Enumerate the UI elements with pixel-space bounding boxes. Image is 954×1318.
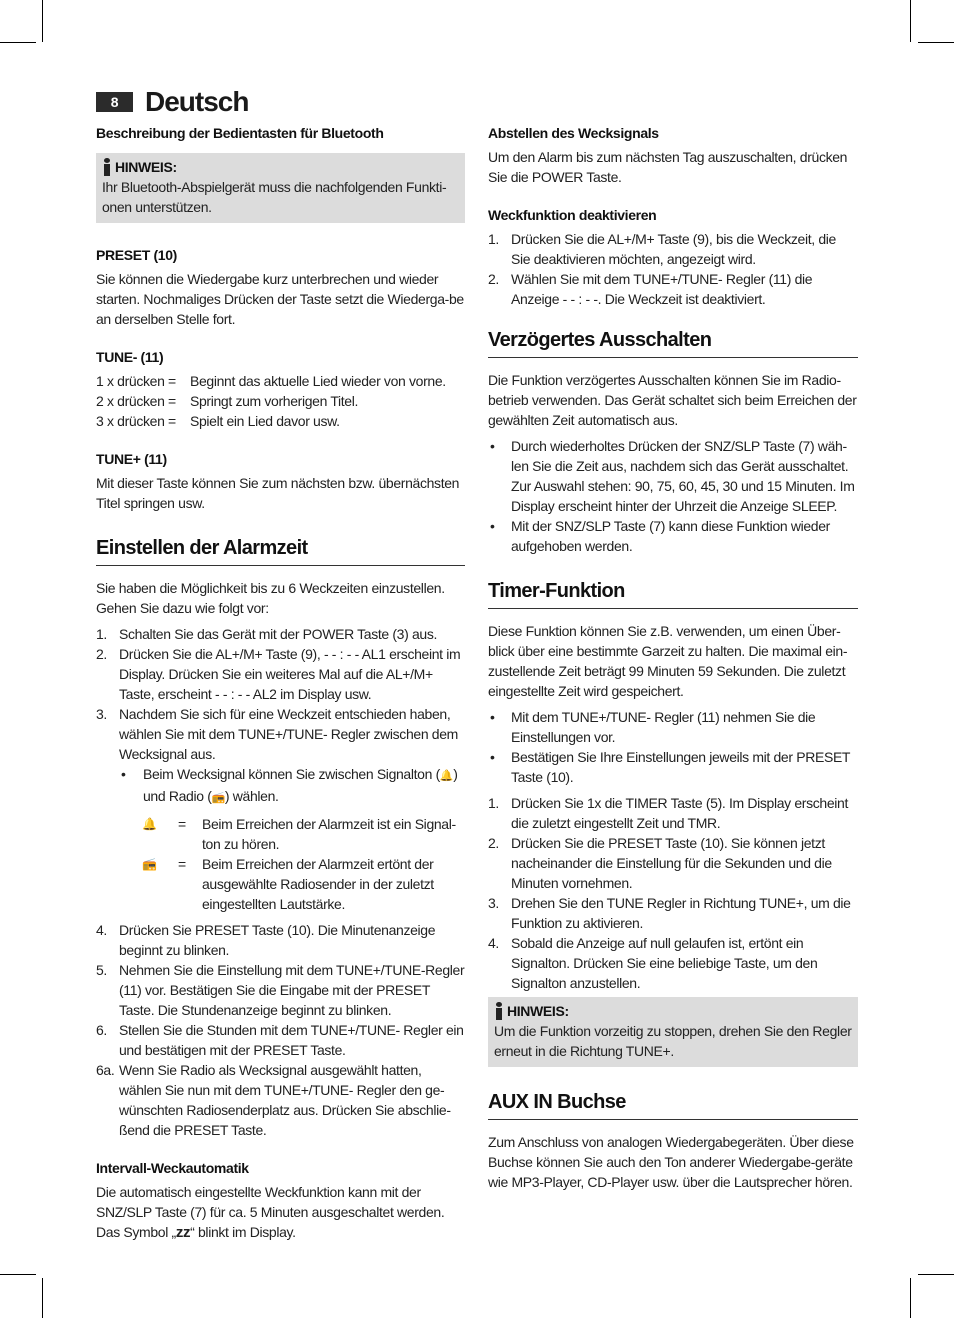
list-item: • Durch wiederholtes Drücken der SNZ/SLP Taste (7) wäh-len Sie die Zeit aus, nachdem sich das Gerät ausschaltet. Zur Auswahl stehen: 90, 75, 60, 45, 30 und 15 Minuten. Im Display erscheint hinter der Uhrzeit die Anzeige SLEEP. (488, 436, 858, 516)
page-header (96, 86, 248, 118)
bell-icon: 🔔 (439, 770, 454, 782)
hint-title: HINWEIS: (507, 1003, 569, 1019)
stop-alarm-text: Um den Alarm bis zum nächsten Tag auszuschalten, drücken Sie die POWER Taste. (488, 149, 848, 185)
interval-text: Die automatisch eingestellte Weckfunktion kann mit der SNZ/SLP Taste (7) für ca. 5 Minuten ausgeschaltet werden. Das Symbol „zz“ blinkt im Display. (96, 1184, 445, 1241)
list-item: 3. Drehen Sie den TUNE Regler in Richtung TUNE+, um die Funktion zu aktivieren. (488, 895, 851, 931)
alarm-steps-continued (96, 920, 465, 1140)
page-title: Deutsch (145, 86, 249, 117)
list-item: 4. Drücken Sie PRESET Taste (10). Die Minutenanzeige beginnt zu blinken. (96, 922, 436, 958)
info-icon (102, 158, 112, 176)
list-item: • Mit dem TUNE+/TUNE- Regler (11) nehmen Sie die Einstellungen vor. (488, 707, 858, 747)
sleep-text: Die Funktion verzögertes Ausschalten können Sie im Radio-betrieb verwenden. Das Gerät schaltet sich beim Erreichen der gewählten Zeit automatisch aus. (488, 372, 857, 428)
tune-plus-heading: TUNE+ (11) (96, 451, 167, 467)
crop-mark (0, 42, 36, 43)
tune-minus-table (96, 371, 465, 431)
aux-text: Zum Anschluss von analogen Wiedergabegeräten. Über diese Buchse können Sie auch den Ton anderer Wiedergabe-geräte wie MP3-Player, CD-Player usw. über die Lautsprecher hören. (488, 1134, 854, 1190)
crop-mark (42, 1278, 43, 1318)
table-row: 3 x drücken = Spielt ein Lied davor usw. (96, 413, 340, 429)
hint-box (488, 997, 858, 1067)
hint-box (96, 153, 465, 223)
timer-text: Diese Funktion können Sie z.B. verwenden, um einen Über-blick über eine bestimmte Garzeit zu halten. Die maximal ein-zustellende Zeit beträgt 99 Minuten 59 Sekunden. Die zuletzt eingestellte Zeit wird gespeichert. (488, 623, 848, 699)
tune-plus-text: Mit dieser Taste können Sie zum nächsten bzw. übernächsten Titel springen usw. (96, 475, 460, 511)
list-item: • Mit der SNZ/SLP Taste (7) kann diese Funktion wieder aufgehoben werden. (488, 516, 858, 556)
section-heading: Verzögertes Ausschalten (488, 327, 858, 358)
crop-mark (42, 0, 43, 42)
list-item: 5. Nehmen Sie die Einstellung mit dem TUNE+/TUNE-Regler (11) vor. Bestätigen Sie die Eingabe mit der PRESET Taste. Die Stundenanzeige beginnt zu blinken. (96, 962, 465, 1018)
table-row: 2 x drücken = Springt zum vorherigen Titel. (96, 393, 359, 409)
list-item: 2. Drücken Sie die PRESET Taste (10). Sie können jetzt nacheinander die Einstellung für die Sekunden und die Minuten vornehmen. (488, 835, 832, 891)
section-heading: Timer-Funktion (488, 578, 858, 609)
left-column (96, 123, 465, 1243)
list-item: 1. Drücken Sie 1x die TIMER Taste (5). Im Display erscheint die zuletzt eingestellt Zeit und TMR. (488, 795, 849, 831)
alarm-steps (96, 624, 465, 808)
list-item: 6a. Wenn Sie Radio als Wecksignal ausgewählt hatten, wählen Sie nun mit dem TUNE+/TUNE- Regler den ge-wünschten Radiosenderplatz aus. Drücken Sie abschlie-ßend die PRESET Taste. (96, 1062, 451, 1138)
list-item: • Bestätigen Sie Ihre Einstellungen jeweils mit der PRESET Taste (10). (488, 747, 858, 787)
info-icon (494, 1002, 504, 1020)
list-item: 4. Sobald die Anzeige auf null gelaufen ist, ertönt ein Signalton. Drücken Sie eine beliebige Taste, um den Signalton anzustellen. (488, 935, 818, 991)
stop-alarm-heading: Abstellen des Wecksignals (488, 125, 659, 141)
alarm-intro: Sie haben die Möglichkeit bis zu 6 Weckzeiten einzustellen. Gehen Sie dazu wie folgt vor: (96, 580, 445, 616)
radio-icon: 📻 (211, 792, 225, 804)
crop-mark (910, 0, 911, 42)
timer-steps (488, 793, 858, 993)
hint-text: Um die Funktion vorzeitig zu stoppen, drehen Sie den Regler erneut in die Richtung TUNE+. (494, 1023, 852, 1059)
interval-heading: Intervall-Weckautomatik (96, 1160, 249, 1176)
list-item: 2. Wählen Sie mit dem TUNE+/TUNE- Regler (11) die Anzeige - - : - -. Die Weckzeit ist deaktiviert. (488, 271, 813, 307)
list-item: 1. Schalten Sie das Gerät mit der POWER Taste (3) aus. (96, 626, 438, 642)
page-number: 8 (96, 92, 133, 112)
symbol-row: 🔔 = Beim Erreichen der Alarmzeit ist ein Signal-ton zu hören. (142, 816, 456, 852)
section-heading: AUX IN Buchse (488, 1089, 858, 1120)
list-item: • Beim Wecksignal können Sie zwischen Signalton (🔔) und Radio (📻) wählen. (119, 764, 465, 808)
list-item: 6. Stellen Sie die Stunden mit dem TUNE+/TUNE- Regler ein und bestätigen mit der PRESET Taste. (96, 1022, 464, 1058)
radio-icon: 📻 (142, 857, 157, 871)
bell-icon: 🔔 (142, 817, 157, 831)
crop-mark (0, 1274, 36, 1275)
deactivate-heading: Weckfunktion deaktivieren (488, 207, 657, 223)
sleep-bullets (488, 436, 858, 556)
preset-text: Sie können die Wiedergabe kurz unterbrechen und wieder starten. Nochmaliges Drücken der Taste setzt die Wiederga-be an derselben Stelle fort. (96, 271, 464, 327)
hint-text: Ihr Bluetooth-Abspielgerät muss die nachfolgenden Funkti-onen unterstützen. (102, 179, 447, 215)
bluetooth-heading: Beschreibung der Bedientasten für Bluetooth (96, 125, 384, 141)
list-item: 2. Drücken Sie die AL+/M+ Taste (9), - - : - - AL1 erscheint im Display. Drücken Sie ein weiteres Mal auf die AL+/M+ Taste, erscheint - - : - - AL2 im Display usw. (96, 646, 461, 702)
list-item: 3. Nachdem Sie sich für eine Weckzeit entschieden haben, wählen Sie mit dem TUNE+/TUNE- Regler zwischen dem Wecksignal aus. • Beim Wecksignal können Sie zwischen Signalton (🔔) und Radio (📻) wählen. (96, 704, 465, 808)
snooze-symbol: zz (175, 1224, 191, 1241)
symbol-row: 📻 = Beim Erreichen der Alarmzeit ertönt der ausgewählte Radiosender in der zuletzt eingestellten Lautstärke. (142, 856, 434, 912)
crop-mark (918, 42, 954, 43)
tune-minus-heading: TUNE- (11) (96, 349, 164, 365)
section-heading: Einstellen der Alarmzeit (96, 535, 465, 566)
table-row: 1 x drücken = Beginnt das aktuelle Lied wieder von vorne. (96, 373, 446, 389)
right-column (488, 123, 858, 1192)
preset-heading: PRESET (10) (96, 247, 177, 263)
crop-mark (918, 1274, 954, 1275)
list-item: 1. Drücken Sie die AL+/M+ Taste (9), bis die Weckzeit, die Sie deaktivieren möchten, angezeigt wird. (488, 231, 836, 267)
timer-bullets (488, 707, 858, 787)
deactivate-steps (488, 229, 858, 309)
crop-mark (910, 1278, 911, 1318)
hint-title: HINWEIS: (115, 159, 177, 175)
